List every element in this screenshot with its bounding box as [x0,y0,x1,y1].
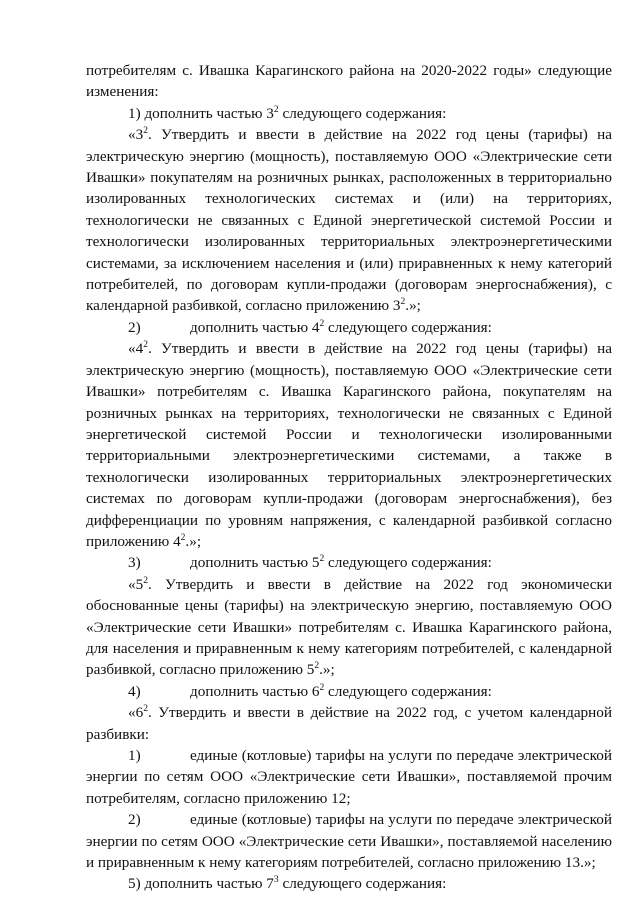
item-2 [86,317,612,338]
intro-paragraph: потребителям с. Ивашка Карагинского района на 2020-2022 годы» следующие изменения: [86,62,612,101]
quote-4-end: .»; [185,532,202,550]
document-body [86,60,612,895]
item-5-sup: 3 [273,875,279,886]
quote-4-sup: 2 [143,340,148,351]
item-5-text: 5) дополнить частью 7 [128,875,274,893]
item-2-text: дополнить частью 4 [190,318,320,336]
item-4 [86,681,612,702]
item-3 [86,552,612,573]
item-1 [86,103,612,124]
item-3-number: 3) [128,554,141,572]
item-1-text: 1) дополнить частью 3 [128,104,274,122]
item-4-number: 4) [128,682,141,700]
item-5 [86,873,612,894]
subitem-2-text: единые (котловые) тарифы на услуги по передаче электрической энергии по сетям ООО «Электрические сети Ивашки», поставляемой населению и приравненным к нему категориям потребителей, согласно приложению 13.»; [86,811,612,872]
quote-4-end-sup: 2 [180,532,186,543]
quote-3-body: . Утвердить и ввести в действие на 2022 год цены (тарифы) на электрическую энергию (мощность), поставляемую ООО «Электрические сети Ивашки» покупателям на розничных рынках, расположенных в территориально изолированных технологических системах и (или) на территориях, технологически не связанных с Единой энергетической системой России и технологически изолированных территориальных электроэнергетическими системами, за исключением населения и (или) приравненных к нему категорий потребителей, по договорам купли-продажи (договорам энергоснабжения), с календарной разбивкой, согласно приложению 3 [86,126,612,315]
quote-3-open: «3 [128,126,144,144]
quote-3-sup: 2 [143,126,148,137]
item-3-text: дополнить частью 5 [190,554,320,572]
quote-5 [86,574,612,681]
item-1-sup: 2 [273,104,279,115]
item-4-sup: 2 [319,682,325,693]
subitem-1 [86,745,612,809]
item-4-text: дополнить частью 6 [190,682,320,700]
item-2-sup: 2 [319,318,325,329]
subitem-1-text: единые (котловые) тарифы на услуги по передаче электрической энергии по сетям ООО «Электрические сети Ивашки», поставляемой прочим потребителям, согласно приложению 12; [86,747,612,807]
quote-6 [86,702,612,745]
item-4-suffix: следующего содержания: [324,682,492,700]
quote-5-end: .»; [319,661,335,679]
quote-4-body: . Утвердить и ввести в действие на 2022 год цены (тарифы) на электрическую энергию (мощность), поставляемую ООО «Электрические сети Ивашки» потребителям с. Ивашка Карагинского района, покупателям на розничных рынках на территориях, технологически не связанных с Единой энергетической системой России и технологически изолированными территориальными электроэнергетическими системами, а также в технологически изолированных территориальных электроэнергетических системах по договорам купли-продажи (договорам энергоснабжения), без дифференциации по уровням напряжения, с календарной разбивкой согласно приложению 4 [86,340,612,550]
subitem-2-number: 2) [128,811,141,829]
item-2-suffix: следующего содержания: [324,318,492,336]
quote-3-end: .»; [405,297,421,315]
quote-4 [86,338,612,552]
item-1-suffix: следующего содержания: [278,104,447,122]
quote-6-open: «6 [128,704,144,722]
subitem-1-number: 1) [128,747,141,764]
item-3-suffix: следующего содержания: [324,554,492,572]
quote-5-sup: 2 [143,575,148,586]
quote-3-end-sup: 2 [400,297,406,308]
quote-5-end-sup: 2 [314,661,320,672]
quote-4-open: «4 [128,340,144,358]
quote-5-body: . Утвердить и ввести в действие на 2022 год экономически обоснованные цены (тарифы) на электрическую энергию, поставляемую ООО «Электрические сети Ивашки» потребителям с. Ивашка Карагинского района, для населения и приравненным к нему категориям потребителей, с календарной разбивкой, согласно приложению 5 [86,575,612,679]
quote-6-body: . Утвердить и ввести в действие на 2022 год, с учетом календарной разбивки: [86,704,612,743]
item-2-number: 2) [128,318,141,336]
subitem-2 [86,809,612,873]
item-5-suffix: следующего содержания: [278,875,447,893]
quote-5-open: «5 [128,575,144,593]
quote-6-sup: 2 [143,704,148,715]
quote-3 [86,124,612,317]
item-3-sup: 2 [319,554,325,565]
